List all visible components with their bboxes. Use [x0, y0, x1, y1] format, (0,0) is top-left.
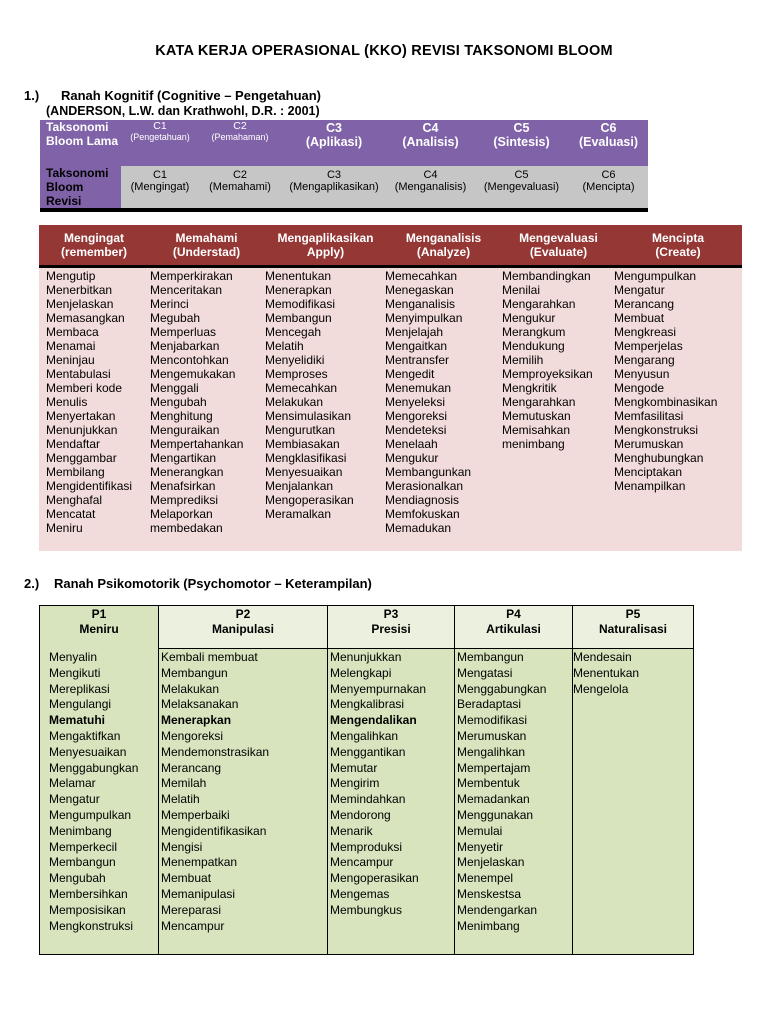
list-item: Memfokuskan: [385, 507, 460, 521]
section1-heading: [24, 88, 321, 103]
list-item: Menemukan: [385, 381, 452, 395]
list-item: Merinci: [150, 297, 189, 311]
section2-heading: [24, 576, 372, 591]
list-item: Mengumpulkan: [614, 269, 697, 283]
section2-title: Ranah Psikomotorik (Psychomotor – Keterampilan): [54, 576, 372, 591]
list-item: Menggali: [150, 381, 199, 395]
list-item: Mengarahkan: [502, 395, 576, 409]
list-item: Mengkritik: [502, 381, 557, 395]
list-item: Menyelidiki: [265, 353, 325, 367]
list-item: Mengurutkan: [265, 423, 336, 437]
list-item: Memprediksi: [150, 493, 219, 507]
list-item: Melaporkan: [150, 507, 213, 521]
list-item: Menskestsa: [457, 886, 522, 901]
list-item: Membentuk: [457, 776, 520, 791]
list-item: Mengoperasikan: [265, 493, 354, 507]
list-item: Melatih: [265, 339, 304, 353]
list-item: Menjelaskan: [46, 297, 114, 311]
list-item: Memadankan: [457, 792, 530, 807]
list-item: Membersihkan: [49, 886, 128, 901]
list-item: Menempel: [457, 871, 514, 886]
list-item: Mengatur: [614, 283, 665, 297]
bloom-revisi-cell: C2 (Memahami): [199, 166, 281, 210]
list-item: Mengkreasi: [614, 325, 677, 339]
list-item: Mendorong: [330, 807, 391, 822]
list-item: Menggabungkan: [49, 760, 139, 775]
bloom-lama-cell: C3 (Aplikasi): [281, 120, 387, 166]
list-item: Menyempurnakan: [330, 681, 427, 696]
list-item: Memproses: [265, 367, 328, 381]
list-item: Melamar: [49, 776, 96, 791]
list-item: Membaca: [46, 325, 99, 339]
section2-number: 2.): [24, 576, 40, 591]
section1-citation: (ANDERSON, L.W. dan Krathwohl, D.R. : 2001): [46, 104, 320, 118]
cognitive-column-c6: [614, 269, 717, 493]
list-item: Menjalankan: [265, 479, 334, 493]
list-item: Memanipulasi: [161, 886, 236, 901]
list-item: Mengaktifkan: [49, 728, 121, 743]
list-item: Menulis: [46, 395, 88, 409]
cognitive-header-cell: Mengingat (remember): [60, 231, 128, 260]
list-item: Mencegah: [265, 325, 322, 339]
list-item: Menguraikan: [150, 423, 220, 437]
list-item: Mengkonstruksi: [614, 423, 699, 437]
list-item: Mencontohkan: [150, 353, 229, 367]
psychomotor-header-cell: P4 Artikulasi: [455, 606, 573, 649]
list-item: Megubah: [150, 311, 201, 325]
list-item: Menjabarkan: [150, 339, 220, 353]
list-item: Menerapkan: [265, 283, 332, 297]
bloom-lama-row: [40, 120, 648, 166]
list-item: Membangunkan: [385, 465, 472, 479]
list-item: Menilai: [502, 283, 541, 297]
list-item: Meramalkan: [265, 507, 332, 521]
list-item: Menggantikan: [330, 744, 406, 759]
list-item: Mengoreksi: [385, 409, 448, 423]
list-item: Menentukan: [265, 269, 332, 283]
list-item: Memisahkan: [502, 423, 571, 437]
section1-number: 1.): [24, 88, 40, 103]
list-item: Mendesain: [573, 650, 632, 664]
section1-title: Ranah Kognitif (Cognitive – Pengetahuan): [61, 88, 322, 103]
cognitive-column-c4: [385, 269, 471, 535]
list-item: Memperjelas: [614, 339, 683, 353]
list-item: Mengubah: [150, 395, 207, 409]
list-item: Membangun: [457, 650, 524, 664]
list-item: Mengoperasikan: [330, 871, 419, 886]
cognitive-column-c3: [265, 269, 354, 521]
list-item: Menentukan: [573, 665, 640, 680]
list-item: Mengubah: [49, 871, 106, 886]
list-item: Menegaskan: [385, 283, 454, 297]
list-item: Mengikuti: [49, 665, 101, 680]
cognitive-header-cell: Mengaplikasikan Apply): [277, 231, 374, 260]
cognitive-header-cell: Memahami (Understad): [172, 231, 241, 260]
list-item: Memecahkan: [385, 269, 458, 283]
list-item: Mengkalibrasi: [330, 697, 405, 712]
cognitive-column-c5: [502, 269, 593, 451]
list-item: Melatih: [161, 792, 200, 807]
list-item: Membangun: [265, 311, 332, 325]
bloom-lama-label: Taksonomi Bloom Lama: [40, 120, 121, 166]
list-item: Menceritakan: [150, 283, 223, 297]
list-item: Menerapkan: [161, 713, 232, 728]
list-item: Membangun: [161, 665, 228, 680]
list-item: Mengarang: [614, 353, 675, 367]
list-item: Mengkonstruksi: [49, 918, 134, 933]
list-item: Menimbang: [457, 918, 520, 933]
psychomotor-column-p2: [161, 650, 269, 934]
list-item: Menimbang: [49, 823, 112, 838]
list-item: Menyalin: [49, 650, 98, 664]
list-item: Mendeteksi: [385, 423, 447, 437]
cognitive-header-cell: Mencipta (Create): [651, 231, 704, 260]
list-item: Mendemonstrasikan: [161, 744, 270, 759]
bloom-revisi-row: [40, 166, 648, 210]
list-item: Memindahkan: [330, 792, 406, 807]
list-item: Mengemas: [330, 886, 390, 901]
list-item: Membandingkan: [502, 269, 591, 283]
cognitive-header-cell: Menganalisis (Analyze): [405, 231, 482, 260]
document-title: KATA KERJA OPERASIONAL (KKO) REVISI TAKSONOMI BLOOM: [155, 43, 613, 59]
bloom-revisi-cell: C4 (Menganalisis): [387, 166, 474, 210]
list-item: Mereparasi: [161, 902, 222, 917]
psychomotor-column-p3: [330, 650, 426, 919]
bloom-revisi-label: Taksonomi Bloom Revisi: [40, 166, 121, 210]
list-item: Memperkecil: [49, 839, 118, 854]
list-item: Menyimpulkan: [385, 311, 463, 325]
list-item: Merancang: [161, 760, 222, 775]
list-item: Membangun: [49, 855, 116, 870]
list-item: Mengalihkan: [457, 744, 526, 759]
bloom-lama-cell: C5 (Sintesis): [474, 120, 569, 166]
list-item: Menyertakan: [46, 409, 116, 423]
psychomotor-header-cell: P3 Presisi: [328, 606, 455, 649]
bloom-revisi-cell: C1 (Mengingat): [121, 166, 199, 210]
list-item: Merumuskan: [614, 437, 684, 451]
list-item: Menyeleksi: [385, 395, 446, 409]
list-item: Mengendalikan: [330, 713, 417, 728]
psychomotor-verb-table: [39, 605, 694, 955]
list-item: Meniru: [46, 521, 83, 535]
list-item: Membuat: [614, 311, 665, 325]
list-item: Menampilkan: [614, 479, 686, 493]
list-item: membedakan: [150, 521, 223, 535]
list-item: Melengkapi: [330, 665, 392, 680]
list-item: Melakukan: [265, 395, 324, 409]
list-item: Menciptakan: [614, 465, 683, 479]
list-item: Membilang: [46, 465, 105, 479]
list-item: Menafsirkan: [150, 479, 216, 493]
list-item: Mengatur: [49, 792, 100, 807]
bloom-lama-cell: C2 (Pemahaman): [199, 120, 281, 166]
list-item: Mengode: [614, 381, 665, 395]
list-item: Mengalihkan: [330, 728, 399, 743]
list-item: Memodifikasi: [265, 297, 336, 311]
list-item: Menghubungkan: [614, 451, 704, 465]
list-item: Mendukung: [502, 339, 565, 353]
list-item: Mengumpulkan: [49, 807, 132, 822]
list-item: Mengidentifikasikan: [161, 823, 267, 838]
list-item: Merasionalkan: [385, 479, 464, 493]
list-item: Mentabulasi: [46, 367, 111, 381]
list-item: Mendengarkan: [457, 902, 538, 917]
list-item: Mengedit: [385, 367, 435, 381]
list-item: Mengatasi: [457, 665, 513, 680]
list-item: Mengelola: [573, 681, 629, 696]
cognitive-header-row: [39, 225, 742, 268]
psychomotor-column-p5: [573, 650, 639, 697]
list-item: Mencampur: [330, 855, 394, 870]
list-item: Merangkum: [502, 325, 566, 339]
list-item: Memulai: [457, 823, 503, 838]
cognitive-column-c2: [150, 269, 243, 535]
list-item: Menyetir: [457, 839, 504, 854]
list-item: Mendaftar: [46, 437, 101, 451]
list-item: Mengirim: [330, 776, 380, 791]
list-item: Melaksanakan: [161, 697, 239, 712]
list-item: Memecahkan: [265, 381, 338, 395]
list-item: Memutar: [330, 760, 378, 775]
list-item: Mencatat: [46, 507, 96, 521]
bloom-lama-cell: C4 (Analisis): [387, 120, 474, 166]
bloom-lama-cell: C1 (Pengetahuan): [121, 120, 199, 166]
list-item: Memperbaiki: [161, 807, 230, 822]
list-item: Mengutip: [46, 269, 96, 283]
list-item: Merumuskan: [457, 728, 527, 743]
list-item: Mensimulasikan: [265, 409, 352, 423]
list-item: Memfasilitasi: [614, 409, 684, 423]
list-item: Memutuskan: [502, 409, 571, 423]
list-item: Menempatkan: [161, 855, 238, 870]
bloom-revisi-cell: C5 (Mengevaluasi): [474, 166, 569, 210]
list-item: Mentransfer: [385, 353, 450, 367]
list-item: Menjelaskan: [457, 855, 525, 870]
list-item: Menelaah: [385, 437, 438, 451]
list-item: menimbang: [502, 437, 565, 451]
list-item: Menunjukkan: [46, 423, 118, 437]
list-item: Merancang: [614, 297, 675, 311]
list-item: Menerangkan: [150, 465, 224, 479]
list-item: Menjelajah: [385, 325, 444, 339]
list-item: Menyusun: [614, 367, 670, 381]
list-item: Mengarahkan: [502, 297, 576, 311]
list-item: Mengidentifikasi: [46, 479, 133, 493]
bloom-revisi-cell: C6 (Mencipta): [569, 166, 648, 210]
list-item: Mengukur: [502, 311, 556, 325]
list-item: Mencampur: [161, 918, 225, 933]
list-item: Melakukan: [161, 681, 220, 696]
list-item: Menggambar: [46, 451, 117, 465]
cognitive-header-cell: Mengevaluasi (Evaluate): [519, 231, 598, 260]
list-item: Mempertajam: [457, 760, 531, 775]
list-item: Memperluas: [150, 325, 217, 339]
list-item: Mematuhi: [49, 713, 106, 728]
list-item: Memberi kode: [46, 381, 123, 395]
list-item: Mengoreksi: [161, 728, 224, 743]
list-item: Menamai: [46, 339, 96, 353]
list-item: Memposisikan: [49, 902, 126, 917]
list-item: Memproduksi: [330, 839, 403, 854]
psychomotor-header-cell: P5 Naturalisasi: [573, 606, 693, 649]
list-item: Menarik: [330, 823, 373, 838]
bloom-revisi-cell: C3 (Mengaplikasikan): [281, 166, 387, 210]
list-item: Membuat: [161, 871, 212, 886]
psychomotor-header-cell: P1 Meniru: [40, 606, 159, 649]
list-item: Menggunakan: [457, 807, 534, 822]
list-item: Memproyeksikan: [502, 367, 593, 381]
list-item: Membiasakan: [265, 437, 340, 451]
list-item: Menyesuaikan: [265, 465, 343, 479]
list-item: Kembali membuat: [161, 650, 258, 664]
list-item: Membungkus: [330, 902, 403, 917]
list-item: Menerbitkan: [46, 283, 113, 297]
list-item: Mengukur: [385, 451, 439, 465]
psychomotor-column-p1: [49, 650, 138, 934]
cognitive-column-c1: [46, 269, 132, 535]
list-item: Meninjau: [46, 353, 95, 367]
list-item: Mereplikasi: [49, 681, 110, 696]
cognitive-verb-table: [39, 225, 742, 551]
list-item: Menghitung: [150, 409, 213, 423]
list-item: Memodifikasi: [457, 713, 528, 728]
list-item: Memilih: [502, 353, 544, 367]
bloom-lama-cell: C6 (Evaluasi): [569, 120, 648, 166]
list-item: Mengklasifikasi: [265, 451, 347, 465]
psychomotor-column-p4: [457, 650, 546, 934]
list-item: Mengaitkan: [385, 339, 448, 353]
list-item: Mengkombinasikan: [614, 395, 718, 409]
list-item: Mengulangi: [49, 697, 112, 712]
list-item: Mendiagnosis: [385, 493, 460, 507]
list-item: Menggabungkan: [457, 681, 547, 696]
list-item: Memilah: [161, 776, 207, 791]
list-item: Menghafal: [46, 493, 103, 507]
list-item: Mempertahankan: [150, 437, 244, 451]
bloom-comparison-table: [40, 120, 648, 212]
list-item: Menyesuaikan: [49, 744, 127, 759]
list-item: Menunjukkan: [330, 650, 402, 664]
list-item: Memasangkan: [46, 311, 125, 325]
list-item: Mengemukakan: [150, 367, 236, 381]
psychomotor-header-cell: P2 Manipulasi: [159, 606, 328, 649]
list-item: Mengartikan: [150, 451, 217, 465]
list-item: Memperkirakan: [150, 269, 233, 283]
list-item: Menganalisis: [385, 297, 456, 311]
list-item: Beradaptasi: [457, 697, 522, 712]
list-item: Mengisi: [161, 839, 203, 854]
list-item: Memadukan: [385, 521, 452, 535]
